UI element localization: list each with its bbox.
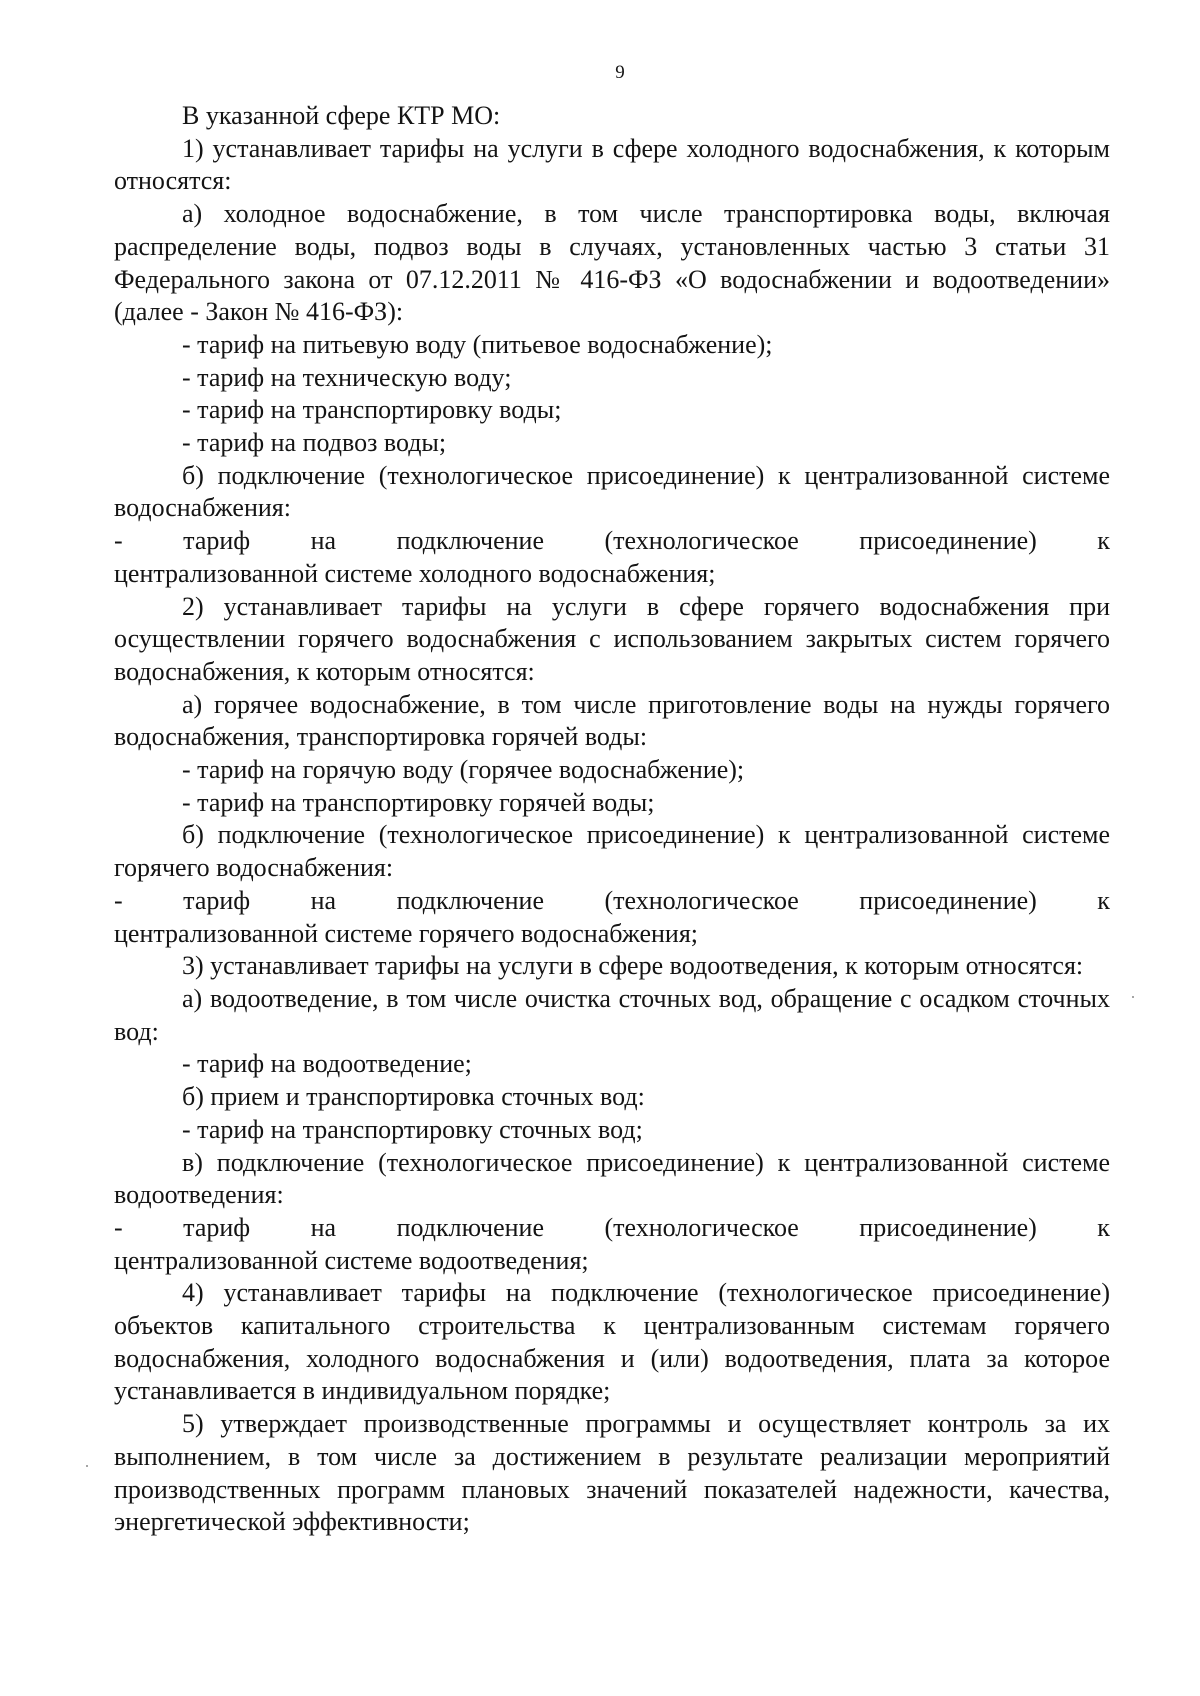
dash-paragraph <box>114 525 1110 590</box>
paragraph: - тариф на подвоз воды; <box>182 428 447 458</box>
paragraph: 4) устанавливает тарифы на подключение (технологическое присоединение) объектов капитального строительства к централизованным системам горячего водоснабжения, холодного водоснабжения и (или) водоотведения, плата за которое устанавливается в индивидуальном порядке; <box>114 1278 1110 1406</box>
dash-word: на <box>310 1212 337 1242</box>
dash-word: на <box>310 526 337 556</box>
dash-word: присоединение) <box>859 1212 1037 1242</box>
dash-word: подключение <box>396 885 544 915</box>
dash-continuation: централизованной системе холодного водоснабжения; <box>114 558 716 588</box>
dash-word: - <box>114 1212 123 1242</box>
paragraph: - тариф на питьевую воду (питьевое водоснабжение); <box>182 329 773 359</box>
paragraph: б) прием и транспортировка сточных вод: <box>182 1082 645 1112</box>
dash-first-line <box>114 525 1110 558</box>
paragraph: - тариф на водоотведение; <box>182 1049 472 1079</box>
paragraph: а) горячее водоснабжение, в том числе приготовление воды на нужды горячего водоснабжения, транспортировка горячей воды: <box>114 689 1110 752</box>
dash-word: - <box>114 885 123 915</box>
dash-paragraph <box>114 1212 1110 1277</box>
scan-speck <box>86 1465 88 1467</box>
paragraph: а) водоотведение, в том числе очистка сточных вод, обращение с осадком сточных вод: <box>114 983 1110 1046</box>
paragraph: а) холодное водоснабжение, в том числе транспортировка воды, включая распределение воды, подвоз воды в случаях, установленных частью 3 статьи 31 Федерального закона от 07.12.2011 № 416-ФЗ «О водоснабжении и водоотведении» (далее - Закон № 416-ФЗ): <box>114 199 1110 327</box>
dash-word: подключение <box>396 526 544 556</box>
paragraph: 1) устанавливает тарифы на услуги в сфере холодного водоснабжения, к которым относятся: <box>114 133 1110 196</box>
dash-word: подключение <box>396 1212 544 1242</box>
dash-word: к <box>1097 885 1110 915</box>
dash-word: (технологическое <box>604 1212 799 1242</box>
paragraph: - тариф на транспортировку воды; <box>182 395 562 425</box>
dash-word: присоединение) <box>859 885 1037 915</box>
paragraph: 5) утверждает производственные программы и осуществляет контроль за их выполнением, в том числе за достижением в результате реализации мероприятий производственных программ плановых значений показателей надежности, качества, энергетической эффективности; <box>114 1409 1110 1537</box>
dash-continuation: централизованной системе водоотведения; <box>114 1245 589 1275</box>
dash-word: (технологическое <box>604 526 799 556</box>
dash-word: на <box>310 885 337 915</box>
paragraph: 3) устанавливает тарифы на услуги в сфере водоотведения, к которым относятся: <box>182 951 1084 981</box>
dash-paragraph <box>114 885 1110 950</box>
dash-first-line <box>114 1212 1110 1245</box>
dash-continuation: централизованной системе горячего водоснабжения; <box>114 918 699 948</box>
dash-word: тариф <box>183 1212 251 1242</box>
paragraph: - тариф на транспортировку сточных вод; <box>182 1114 643 1144</box>
paragraph: 2) устанавливает тарифы на услуги в сфере горячего водоснабжения при осуществлении горячего водоснабжения с использованием закрытых систем горячего водоснабжения, к которым относятся: <box>114 591 1110 686</box>
dash-word: - <box>114 526 123 556</box>
dash-word: тариф <box>183 885 251 915</box>
paragraph: - тариф на техническую воду; <box>182 362 512 392</box>
paragraph: - тариф на горячую воду (горячее водоснабжение); <box>182 755 745 785</box>
paragraph: в) подключение (технологическое присоединение) к централизованной системе водоотведения: <box>114 1147 1110 1210</box>
dash-word: присоединение) <box>859 526 1037 556</box>
paragraph: б) подключение (технологическое присоединение) к централизованной системе горячего водоснабжения: <box>114 820 1110 883</box>
dash-word: к <box>1097 526 1110 556</box>
dash-word: (технологическое <box>604 885 799 915</box>
scan-speck <box>1132 996 1134 998</box>
dash-word: к <box>1097 1212 1110 1242</box>
dash-word: тариф <box>183 526 251 556</box>
paragraph: В указанной сфере КТР МО: <box>182 101 501 130</box>
dash-first-line <box>114 885 1110 918</box>
page-number: 9 <box>615 62 625 83</box>
document-body <box>114 100 1110 1539</box>
paragraph: - тариф на транспортировку горячей воды; <box>182 787 655 817</box>
paragraph: б) подключение (технологическое присоединение) к централизованной системе водоснабжения: <box>114 460 1110 523</box>
